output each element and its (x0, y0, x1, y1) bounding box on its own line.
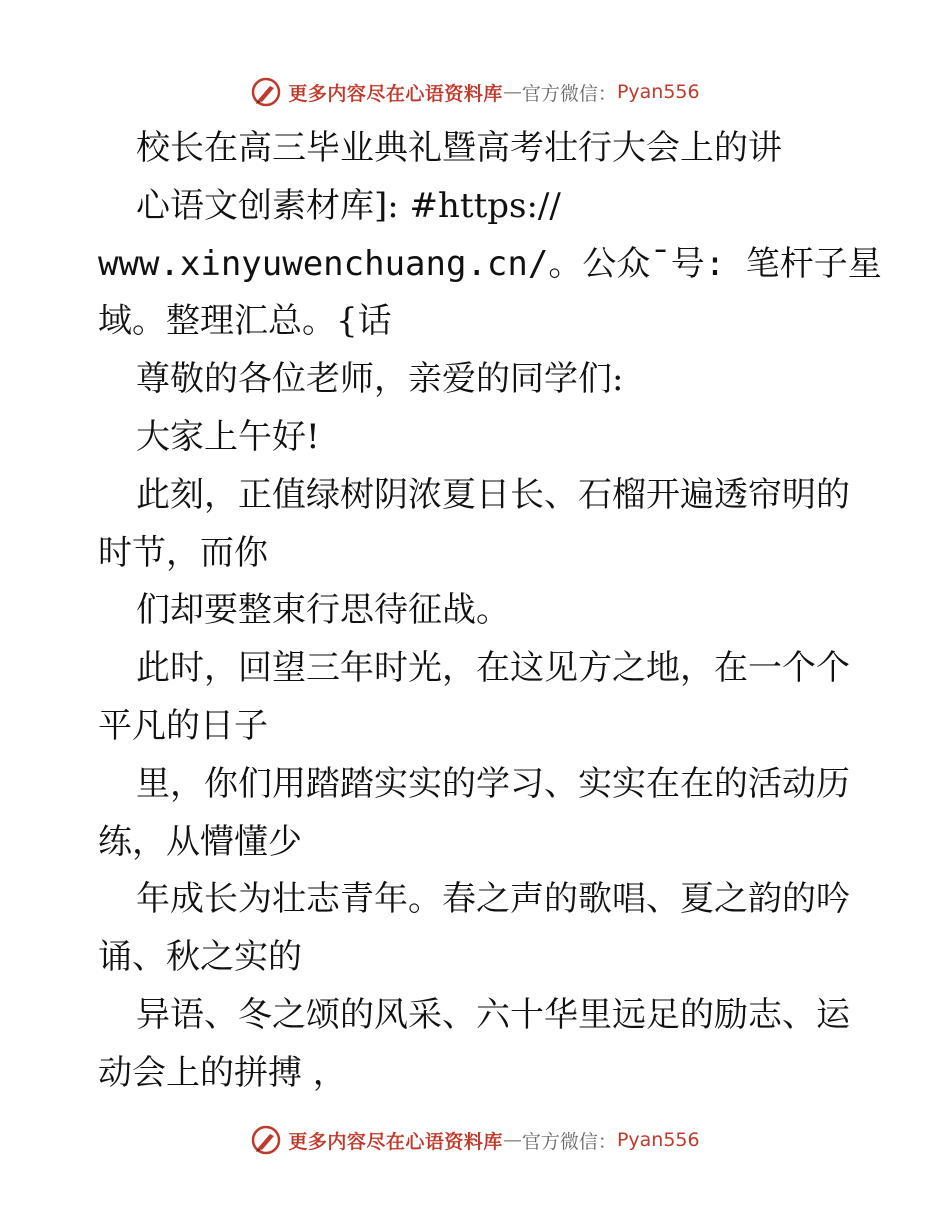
greeting-line: 大家上午好! (136, 416, 320, 457)
text-line: 此时，回望三年时光，在这见方之地，在一个个 (136, 648, 850, 689)
salutation-line: 尊敬的各位老师，亲爱的同学们: (136, 359, 624, 400)
title-line: 校长在高三毕业典礼暨高考壮行大会上的讲 (136, 128, 782, 168)
text-line: 们却要整束行思待征战。 (136, 590, 510, 631)
watermark-separator: — (502, 1129, 522, 1151)
text-line: 动会上的拼搏 ， (98, 1052, 347, 1093)
text-line: 里，你们用踏踏实实的学习、实实在在的活动历 (136, 763, 850, 804)
watermark-separator: — (502, 81, 522, 103)
watermark-text: 更多内容尽在心语资料库 (288, 82, 503, 105)
text-line: 时节，而你 (98, 532, 268, 573)
watermark-wechat-label: 官方微信： (521, 1130, 617, 1153)
text-line: 练，从懵懂少 (98, 821, 302, 862)
pen-logo-icon (250, 76, 282, 108)
pen-logo-icon (250, 1124, 282, 1156)
watermark-text: 更多内容尽在心语资料库 (288, 1130, 503, 1153)
watermark-wechat-label: 官方微信： (521, 82, 617, 105)
text-line: 此刻，正值绿树阴浓夏日长、石榴开遍透帘明的 (136, 474, 850, 515)
text-line: 心语文创素材库]: #https:// (136, 185, 561, 226)
text-line: www.xinyuwenchuang.cn/。公众¯号: 笔杆子星 (98, 243, 882, 284)
header-watermark (0, 72, 950, 112)
text-line: 年成长为壮志青年。春之声的歌唱、夏之韵的吟 (136, 879, 850, 920)
watermark-wechat-handle: Pyan556 (616, 81, 700, 103)
text-line: 平凡的日子 (98, 705, 268, 746)
watermark-wechat-handle: Pyan556 (616, 1129, 700, 1151)
text-line: 异语、冬之颂的风采、六十华里远足的励志、运 (136, 994, 850, 1035)
text-line: 域。整理汇总。{话 (98, 301, 392, 342)
footer-watermark (0, 1120, 950, 1160)
text-line: 诵、秋之实的 (98, 937, 302, 978)
document-body (98, 120, 882, 1103)
